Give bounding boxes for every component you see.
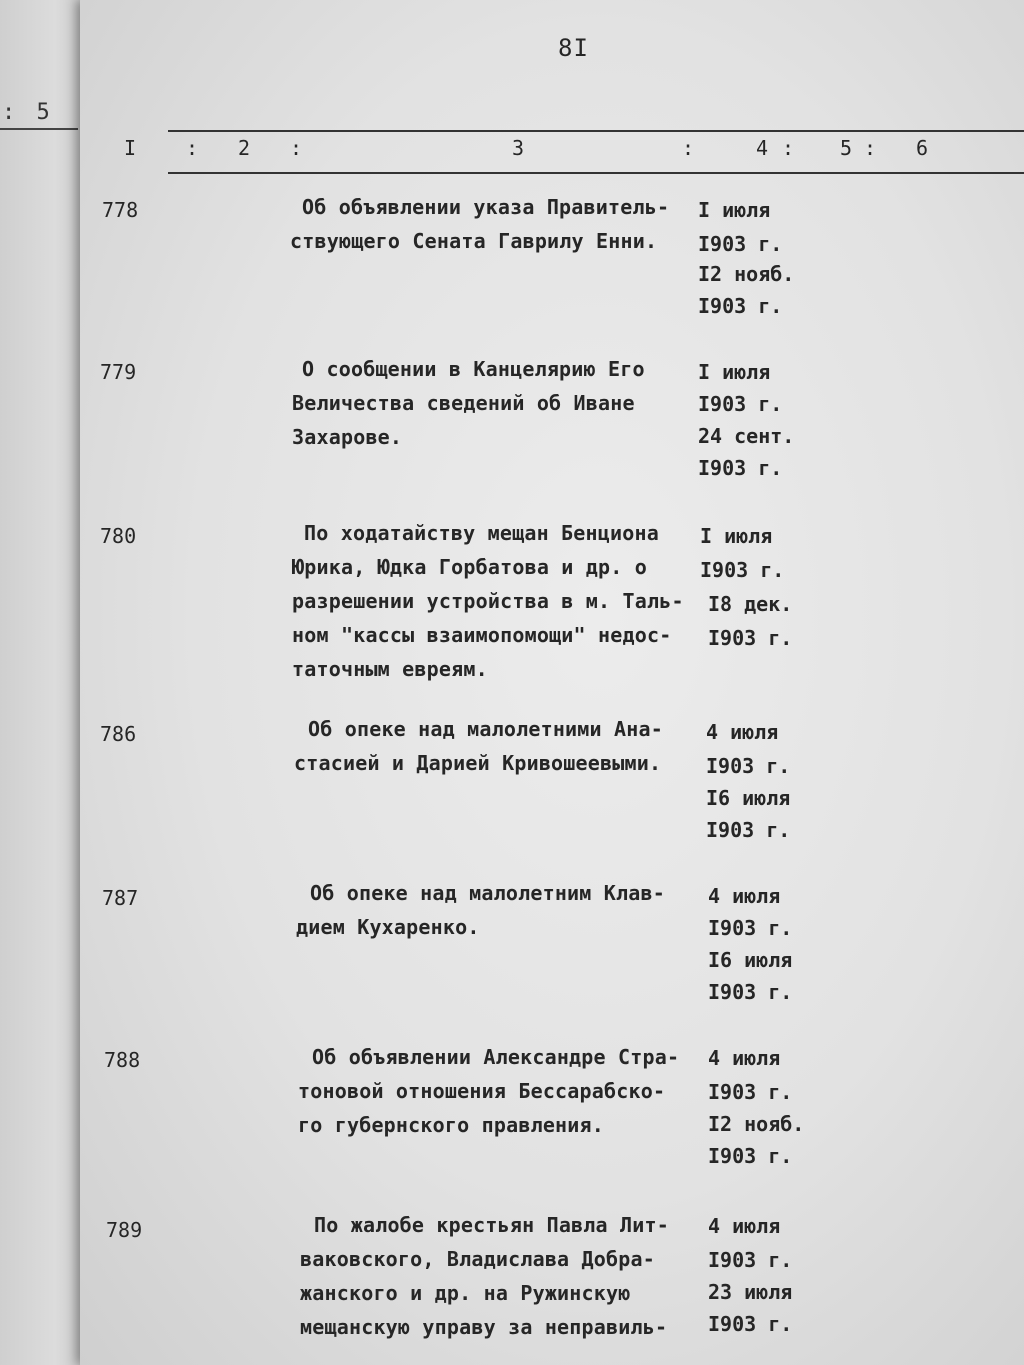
- entry-date: I903 г.: [698, 456, 783, 480]
- column-header-1: I: [124, 136, 137, 160]
- entry-text-line: мещанскую управу за неправиль-: [300, 1315, 668, 1339]
- left-page-column-fragment: : 5: [2, 100, 54, 125]
- document-page: [80, 0, 1024, 1365]
- entry-date: 23 июля: [708, 1280, 793, 1304]
- entry-number: 780: [100, 524, 137, 548]
- entry-date: 4 июля: [706, 720, 779, 744]
- entry-text-line: дием Кухаренко.: [296, 915, 480, 939]
- entry-text-line: Юрика, Юдка Горбатова и др. о: [292, 555, 647, 579]
- column-header-2: 2: [238, 136, 251, 160]
- entry-text-line: О сообщении в Канцелярию Его: [302, 357, 645, 381]
- entry-date: I903 г.: [708, 1080, 793, 1104]
- entry-text-line: Об объявлении Александре Стра-: [312, 1045, 680, 1069]
- entry-text-line: стасией и Дарией Кривошеевыми.: [294, 751, 662, 775]
- entry-text-line: тоновой отношения Бессарабско-: [298, 1079, 666, 1103]
- entry-date: I6 июля: [706, 786, 791, 810]
- entry-date: I июля: [698, 198, 771, 222]
- entry-date: I903 г.: [708, 1144, 793, 1168]
- column-separator: :: [186, 136, 199, 160]
- column-header-4: 4: [756, 136, 769, 160]
- entry-date: I июля: [700, 524, 773, 548]
- entry-date: I июля: [698, 360, 771, 384]
- entry-text-line: разрешении устройства в м. Таль-: [292, 589, 684, 613]
- entry-text-line: жанского и др. на Ружинскую: [300, 1281, 631, 1305]
- entry-text-line: По жалобе крестьян Павла Лит-: [314, 1213, 669, 1237]
- entry-text-line: Об объявлении указа Правитель-: [302, 195, 670, 219]
- entry-date: I903 г.: [708, 626, 793, 650]
- left-page-rule: [0, 128, 78, 130]
- entry-number: 789: [106, 1218, 143, 1242]
- entry-text-line: По ходатайству мещан Бенциона: [304, 521, 659, 545]
- entry-number: 788: [104, 1048, 141, 1072]
- column-header-5: 5: [840, 136, 853, 160]
- entry-text-line: ствующего Сената Гаврилу Енни.: [290, 229, 658, 253]
- column-header-6: 6: [916, 136, 929, 160]
- entry-text-line: го губернского правления.: [298, 1113, 605, 1137]
- entry-date: I903 г.: [706, 818, 791, 842]
- entry-date: I2 нояб.: [708, 1112, 805, 1136]
- entry-number: 786: [100, 722, 137, 746]
- entry-text-line: ваковского, Владислава Добра-: [300, 1247, 655, 1271]
- entry-date: I903 г.: [708, 980, 793, 1004]
- entry-number: 787: [102, 886, 139, 910]
- entry-date: 4 июля: [708, 884, 781, 908]
- column-separator: :: [290, 136, 303, 160]
- entry-text-line: ном "кассы взаимопомощи" недос-: [292, 623, 672, 647]
- header-rule-bottom: [168, 172, 1024, 174]
- header-rule-top: [168, 130, 1024, 132]
- page-number: 8I: [558, 34, 589, 62]
- entry-date: I8 дек.: [708, 592, 793, 616]
- entry-date: 24 сент.: [698, 424, 795, 448]
- entry-date: I903 г.: [708, 1312, 793, 1336]
- entry-text-line: таточным евреям.: [292, 657, 488, 681]
- entry-text-line: Величества сведений об Иване: [292, 391, 635, 415]
- entry-text-line: Об опеке над малолетними Ана-: [308, 717, 663, 741]
- entry-text-line: Захарове.: [292, 425, 403, 449]
- entry-date: I903 г.: [708, 1248, 793, 1272]
- entry-date: I903 г.: [708, 916, 793, 940]
- entry-date: 4 июля: [708, 1214, 781, 1238]
- entry-date: I903 г.: [700, 558, 785, 582]
- entry-date: 4 июля: [708, 1046, 781, 1070]
- column-separator: :: [864, 136, 877, 160]
- entry-date: I6 июля: [708, 948, 793, 972]
- entry-date: I903 г.: [698, 392, 783, 416]
- entry-number: 779: [100, 360, 137, 384]
- entry-date: I903 г.: [706, 754, 791, 778]
- column-header-3: 3: [512, 136, 525, 160]
- column-separator: :: [782, 136, 795, 160]
- entry-text-line: Об опеке над малолетним Клав-: [310, 881, 665, 905]
- column-separator: :: [682, 136, 695, 160]
- entry-date: I903 г.: [698, 294, 783, 318]
- entry-date: I903 г.: [698, 232, 783, 256]
- entry-date: I2 нояб.: [698, 262, 795, 286]
- entry-number: 778: [102, 198, 139, 222]
